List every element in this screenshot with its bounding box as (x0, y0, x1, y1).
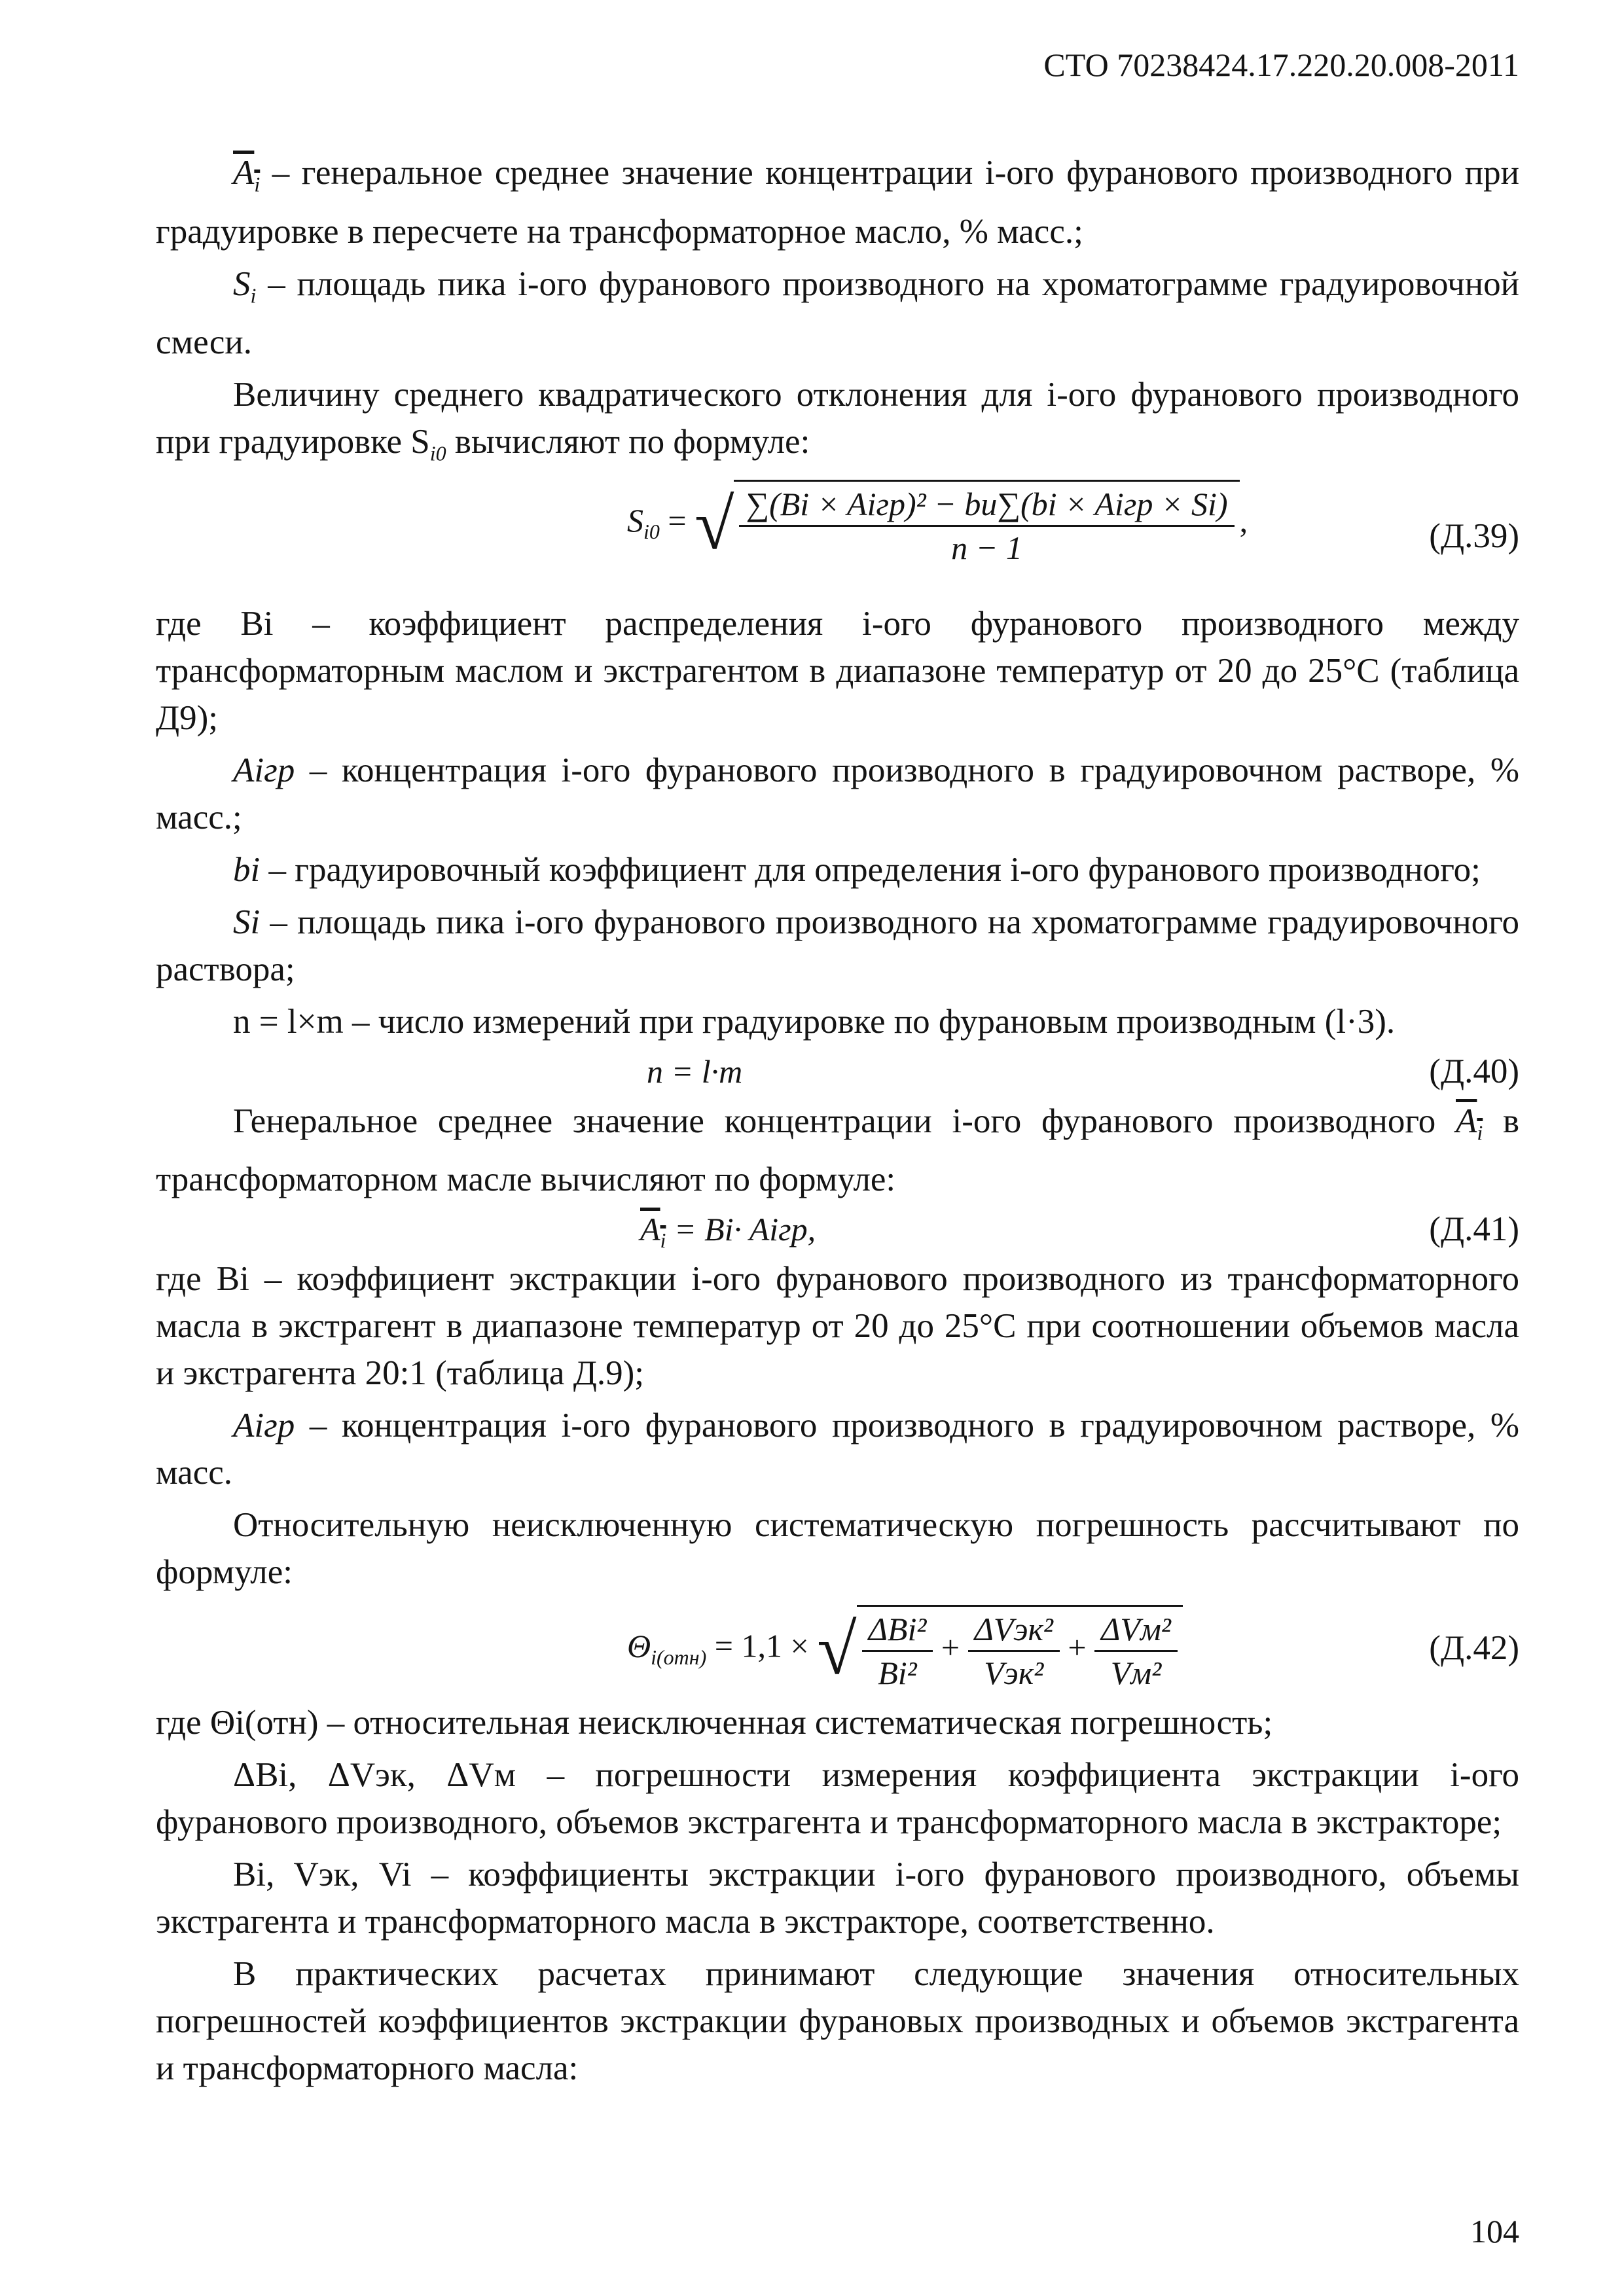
paragraph-bi-coefficient-def: bi – градуировочный коэффициент для определения i-ого фуранового производного; (233, 850, 1481, 889)
page-number: 104 (1470, 2213, 1519, 2250)
symbol-aigr: Aiгр (233, 751, 295, 789)
formula-d42-term-2: $\frac{\text{ΔVэк²}}{\text{Vэк²}}$ (968, 1608, 1060, 1694)
formula-d39-lhs: $S_{i0}$ (627, 502, 660, 544)
sqrt-sign-2: √ (817, 1609, 857, 1690)
paragraph-theta-def: где Θi(отн) – относительная неисключенная систематическая погрешность; (156, 1704, 1273, 1742)
paragraph-systematic-error-intro: Относительную неисключенную систематическую погрешность рассчитывают по формуле: (156, 1506, 1519, 1592)
paragraph-measurement-count: n = l×m – число измерений при градуировке по фурановым производным (l·3). (233, 1002, 1396, 1041)
paragraph-peak-area-def: $S_i$ – площадь пика i-ого фуранового производного на хроматограмме градуировочной смеси. (156, 264, 1519, 362)
formula-d41-label: (Д.41) (1429, 1210, 1519, 1249)
formula-d40 (156, 1048, 1519, 1095)
symbol-aigr-2: Aiгр (233, 1407, 295, 1445)
formula-d39 (156, 480, 1519, 598)
paragraph-general-mean-intro: Генеральное среднее значение концентрации i-ого фуранового производного $A_i$ в трансформаторном масле вычисляют по формуле: (156, 1102, 1520, 1199)
formula-d39-fraction (739, 483, 1234, 569)
formula-d39-label: (Д.39) (1429, 516, 1519, 555)
paragraph-aigr-def-2: Aiгр – концентрация i-ого фуранового производного в градуировочном растворе, % масс. (156, 1407, 1519, 1492)
paragraph-bi-extraction-def: где Bi – коэффициент экстракции i-ого фуранового производного из трансформаторного масла в экстрагент в диапазоне температур от 20 до 25°С при соотношении объемов масла и экстрагента 20:1 (таблица Д.9); (156, 1260, 1519, 1393)
formula-d39-body: $S_{i0}$ = √ $\frac{\text{∑(Bi × Aiгр)² − bu∑(bi × Aiгр × Si)}}{n - 1}$ , (627, 480, 1248, 569)
formula-d40-label: (Д.40) (1429, 1052, 1519, 1090)
symbol-a-bar: $A_i$ (233, 154, 261, 196)
paragraph-mean-concentration-def: $A_i$ – генеральное среднее значение концентрации i-ого фуранового производного при градуировке в пересчете на трансформаторное масло, % масс.; (156, 154, 1519, 251)
document-code-header: СТО 70238424.17.220.20.008-2011 (1043, 46, 1519, 83)
sqrt-sign: √ (695, 484, 734, 564)
formula-d42-lhs: $\Theta_{i(отн)}$ (627, 1627, 707, 1669)
formula-d42-label: (Д.42) (1429, 1629, 1519, 1668)
formula-d39-radicand (734, 480, 1239, 569)
paragraph-si-peak-area-def: Si – площадь пика i-ого фуранового производного на хроматограмме градуировочного раствора; (156, 903, 1519, 988)
paragraph-aigr-def: Aiгр – концентрация i-ого фуранового производного в градуировочном растворе, % масс.; (156, 751, 1519, 836)
page-body (156, 149, 1519, 2092)
symbol-bi: bi (233, 850, 261, 889)
formula-d41-body: $A_i = Bi\cdot$ Aiгр, (640, 1211, 816, 1253)
formula-d39-numerator: ∑(Bi × Aiгр)² − bu∑(bi × Aiгр × Si) (739, 483, 1234, 527)
symbol-a-bar-2: $A_i$ (1456, 1102, 1483, 1145)
paragraph-coefficients-def: Bi, Vэк, Vi – коэффициенты экстракции i-ого фуранового производного, объемы экстрагента и трансформаторного масла в экстракторе, соответственно. (156, 1856, 1519, 1941)
formula-d39-denominator: n − 1 (951, 529, 1022, 566)
paragraph-std-deviation-intro: Величину среднего квадратического отклонения для i-ого фуранового производного при градуировке $S_{i0}$ вычисляют по формуле: (156, 376, 1519, 465)
symbol-si: Si (233, 903, 261, 941)
formula-d40-body: n = l·m (647, 1052, 743, 1090)
formula-d42-term-3: $\frac{\text{ΔVм²}}{\text{Vм²}}$ (1094, 1608, 1178, 1694)
paragraph-practical-values: В практических расчетах принимают следующие значения относительных погрешностей коэффициентов экстракции фурановых производных и объемов экстрагента и трансформаторного масла: (156, 1955, 1519, 2088)
symbol-s: $S_i$ (233, 264, 257, 308)
formula-d42-term-1: $\frac{\text{ΔBi²}}{\text{Bi²}}$ (862, 1608, 933, 1694)
paragraph-delta-errors-def: ΔBi, ΔVэк, ΔVм – погрешности измерения коэффициента экстракции i-ого фуранового производного, объемов экстрагента и трансформаторного масла в экстракторе; (156, 1756, 1519, 1842)
paragraph-bi-distribution-def: где Bi – коэффициент распределения i-ого фуранового производного между трансформаторным маслом и экстрагентом в диапазоне температур от 20 до 25°С (таблица Д9); (156, 604, 1519, 737)
formula-d42 (156, 1598, 1519, 1696)
formula-d42-radicand: $\frac{\text{ΔBi²}}{\text{Bi²}}$ + $\frac{\text{ΔVэк²}}{\text{Vэк²}}$ + $\frac{\text{ΔVм²}}{\text{Vм²}}$ (857, 1605, 1183, 1694)
formula-d41-lhs: $A_i$ (640, 1211, 666, 1253)
formula-d41 (156, 1206, 1519, 1253)
formula-d42-body: $\Theta_{i(отн)} = 1,1$ × √ $\frac{\text{ΔBi²}}{\text{Bi²}}$ + $\frac{\text{ΔVэк²}}{\text{Vэк²}}$ + $\frac{\text{ΔVм²}}{\text{Vм²}}$ (627, 1605, 1183, 1694)
